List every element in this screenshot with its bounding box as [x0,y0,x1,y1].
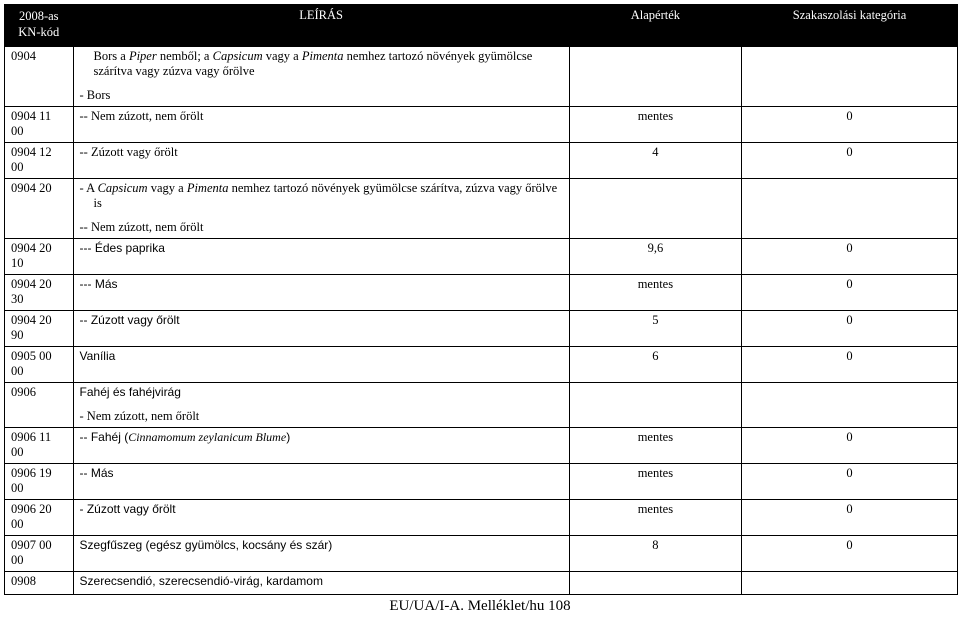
description-text: Fahéj és fahéjvirág [79,385,181,399]
desc-part: nemből; a [156,49,213,63]
staging-category [742,47,958,107]
cn-code: 0904 20 90 [5,311,74,347]
header-cn-code-line1: 2008-as [18,9,59,23]
desc-part: vagy a [147,181,187,195]
cn-code: 0907 00 00 [5,536,74,572]
desc-part: Bors a [93,49,129,63]
description-text [80,49,563,79]
table-row [5,347,958,383]
description: --- Édes paprika [73,239,569,275]
staging-category: 0 [742,500,958,536]
base-rate: mentes [569,275,741,311]
description: -- Más [73,464,569,500]
table-row [5,383,958,428]
header-cn-code-line2: KN-kód [18,25,60,39]
table-row [5,143,958,179]
staging-category: 0 [742,275,958,311]
header-row [5,5,958,47]
header-cn-code [5,5,74,47]
table-row [5,428,958,464]
description [73,428,569,464]
staging-category [742,179,958,239]
base-rate: 5 [569,311,741,347]
staging-category: 0 [742,347,958,383]
description: -- Nem zúzott, nem őrölt [73,107,569,143]
description: Szegfűszeg (egész gyümölcs, kocsány és szár) [73,536,569,572]
cn-code: 0906 11 00 [5,428,74,464]
description: -- Zúzott vagy őrölt [73,311,569,347]
sub-description: - Bors [79,88,111,102]
desc-part: -- Fahéj ( [79,430,129,444]
base-rate [569,383,741,428]
cn-code: 0908 [5,572,74,595]
base-rate [569,179,741,239]
base-rate: 9,6 [569,239,741,275]
base-rate [569,47,741,107]
staging-category: 0 [742,464,958,500]
desc-italic: Capsicum [97,181,148,195]
staging-category: 0 [742,536,958,572]
table-row [5,500,958,536]
header-base-rate: Alapérték [569,5,741,47]
base-rate: mentes [569,107,741,143]
staging-category: 0 [742,107,958,143]
table-row [5,311,958,347]
table-row [5,275,958,311]
cn-code: 0904 20 30 [5,275,74,311]
base-rate: 6 [569,347,741,383]
cn-code: 0904 11 00 [5,107,74,143]
description-text [80,181,563,211]
table-row [5,47,958,107]
staging-category: 0 [742,239,958,275]
base-rate: 4 [569,143,741,179]
base-rate: 8 [569,536,741,572]
staging-category: 0 [742,143,958,179]
description [73,179,569,239]
base-rate: mentes [569,500,741,536]
cn-code: 0905 00 00 [5,347,74,383]
desc-part: vagy a [262,49,302,63]
description: --- Más [73,275,569,311]
description: Vanília [73,347,569,383]
description: -- Zúzott vagy őrölt [73,143,569,179]
cn-code: 0906 19 00 [5,464,74,500]
description: - Zúzott vagy őrölt [73,500,569,536]
base-rate: mentes [569,428,741,464]
tariff-table [4,4,958,595]
table-row [5,464,958,500]
base-rate [569,572,741,595]
table-row [5,239,958,275]
cn-code: 0904 20 10 [5,239,74,275]
desc-italic: Capsicum [212,49,263,63]
page-footer: EU/UA/I-A. Melléklet/hu 108 [389,598,571,614]
desc-italic: Cinnamomum zeylanicum Blume [128,430,287,444]
cn-code: 0904 12 00 [5,143,74,179]
cn-code: 0906 20 00 [5,500,74,536]
description [73,383,569,428]
table-row [5,536,958,572]
desc-italic: Piper [128,49,157,63]
desc-italic: Pimenta [301,49,344,63]
header-description: LEÍRÁS [73,5,569,47]
cn-code: 0904 20 [5,179,74,239]
sub-description: - Nem zúzott, nem őrölt [79,409,200,423]
staging-category [742,383,958,428]
staging-category [742,572,958,595]
header-staging-category: Szakaszolási kategória [742,5,958,47]
staging-category: 0 [742,311,958,347]
staging-category: 0 [742,428,958,464]
sub-description: -- Nem zúzott, nem őrölt [79,220,204,234]
cn-code: 0906 [5,383,74,428]
desc-part: - A [79,181,98,195]
table-row [5,107,958,143]
cn-code: 0904 [5,47,74,107]
desc-part: ) [286,430,291,444]
table-row [5,179,958,239]
desc-part: nemhez tartozó növények gyümölcse szárítva vagy zúzva vagy őrölve [93,49,533,78]
desc-italic: Pimenta [186,181,229,195]
description: Szerecsendió, szerecsendió-virág, kardamom [73,572,569,595]
desc-part: nemhez tartozó növények gyümölcse szárítva, zúzva vagy őrölve is [93,181,558,210]
table-row [5,572,958,595]
description [73,47,569,107]
base-rate: mentes [569,464,741,500]
